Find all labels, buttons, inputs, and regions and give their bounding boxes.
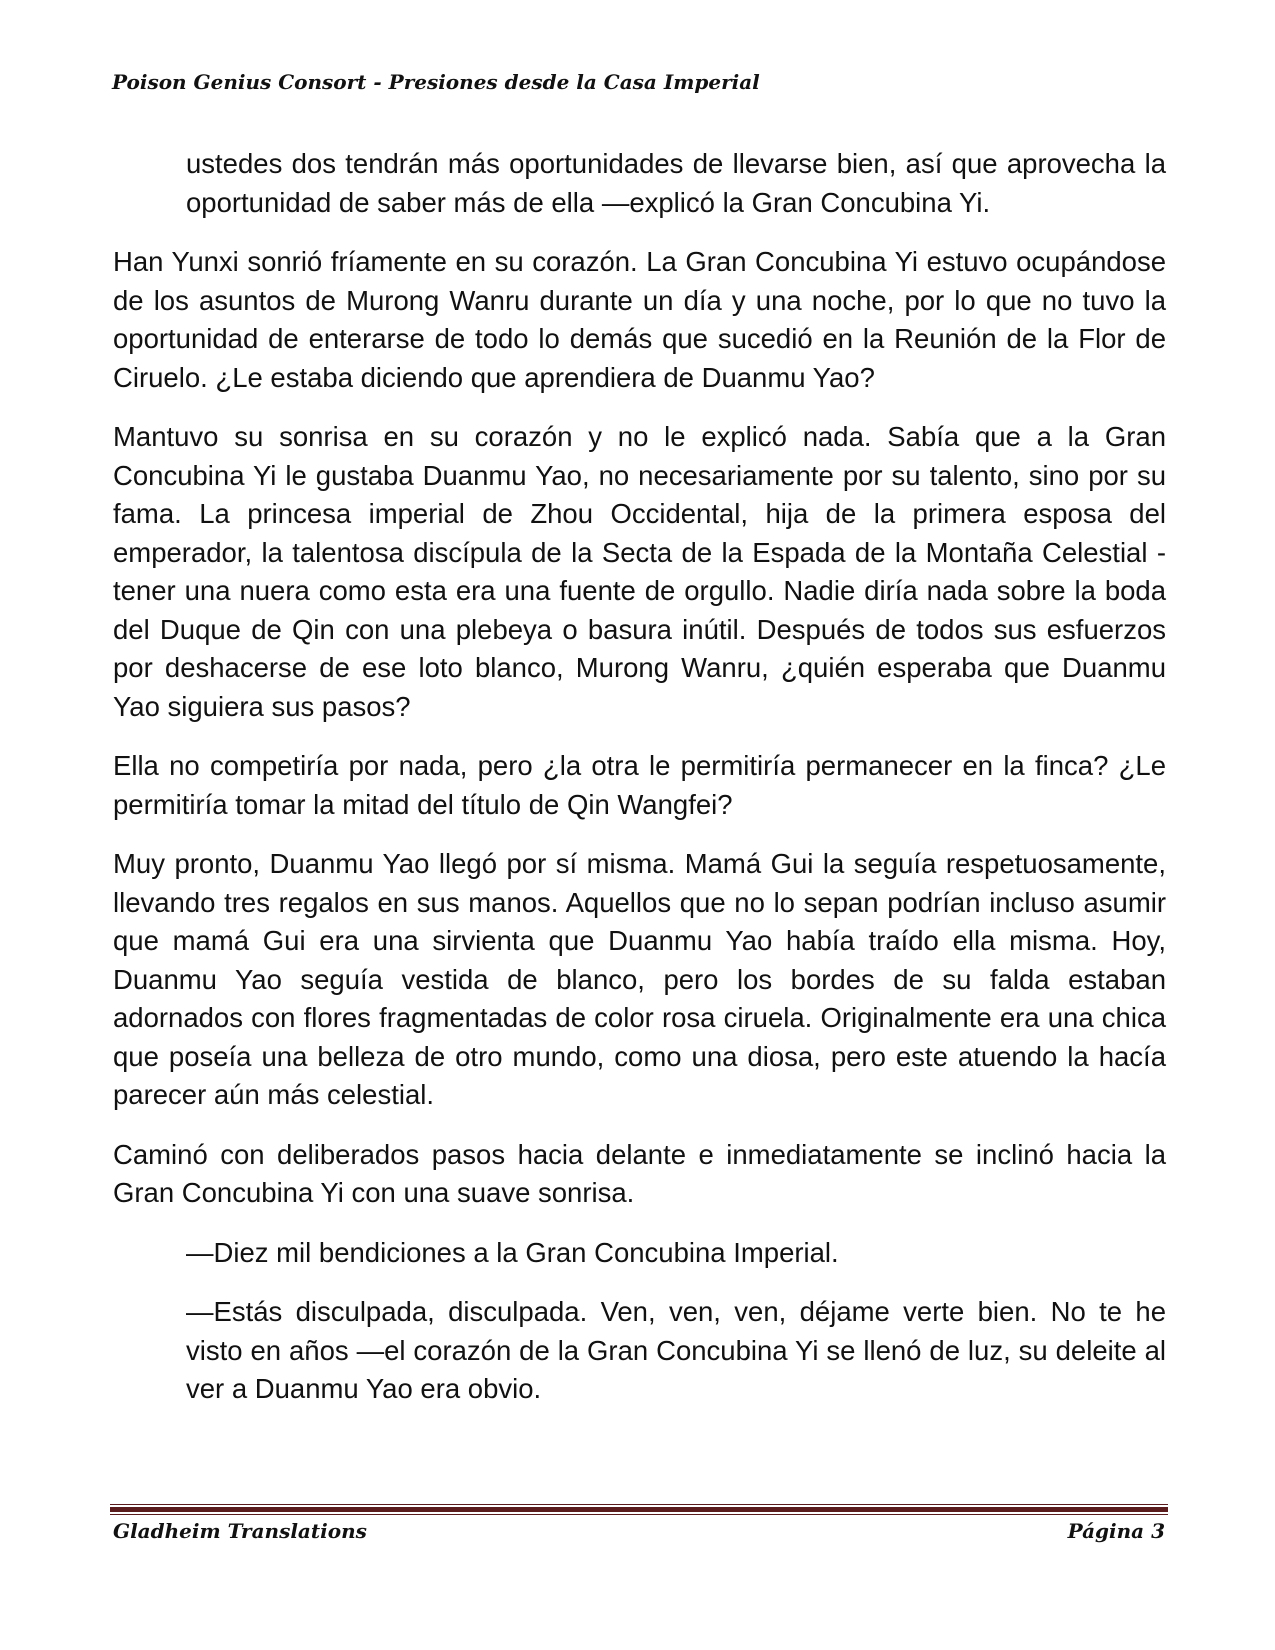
footer-divider-thin [110, 1504, 1168, 1505]
footer-page-number: Página 3 [1067, 1519, 1165, 1543]
footer-divider-thin-lower [110, 1514, 1168, 1515]
footer-divider-thick [110, 1507, 1168, 1512]
document-body [113, 145, 1166, 1430]
paragraph: Ella no competiría por nada, pero ¿la otra le permitiría permanecer en la finca? ¿Le permitiría tomar la mitad del título de Qin Wangfei? [113, 750, 1166, 820]
paragraph: Mantuvo su sonrisa en su corazón y no le explicó nada. Sabía que a la Gran Concubina Yi le gustaba Duanmu Yao, no necesariamente por su talento, sino por su fama. La princesa imperial de Zhou Occidental, hija de la primera esposa del emperador, la talentosa discípula de la Secta de la Espada de la Montaña Celestial - tener una nuera como esta era una fuente de orgullo. Nadie diría nada sobre la boda del Duque de Qin con una plebeya o basura inútil. Después de todos sus esfuerzos por deshacerse de ese loto blanco, Murong Wanru, ¿quién esperaba que Duanmu Yao siguiera sus pasos? [113, 421, 1166, 722]
paragraph-continuation: ustedes dos tendrán más oportunidades de llevarse bien, así que aprovecha la oportunidad de saber más de ella —explicó la Gran Concubina Yi. [186, 148, 1166, 218]
paragraph: Caminó con deliberados pasos hacia delante e inmediatamente se inclinó hacia la Gran Concubina Yi con una suave sonrisa. [113, 1138, 1166, 1208]
paragraph: Muy pronto, Duanmu Yao llegó por sí misma. Mamá Gui la seguía respetuosamente, llevando tres regalos en sus manos. Aquellos que no lo sepan podrían incluso asumir que mamá Gui era una sirvienta que Duanmu Yao había traído ella misma. Hoy, Duanmu Yao seguía vestida de blanco, pero los bordes de su falda estaban adornados con flores fragmentadas de color rosa ciruela. Originalmente era una chica que poseía una belleza de otro mundo, como una diosa, pero este atuendo la hacía parecer aún más celestial. [113, 848, 1166, 1110]
paragraph: Han Yunxi sonrió fríamente en su corazón. La Gran Concubina Yi estuvo ocupándose de los asuntos de Murong Wanru durante un día y una noche, por lo que no tuvo la oportunidad de enterarse de todo lo demás que sucedió en la Reunión de la Flor de Ciruelo. ¿Le estaba diciendo que aprendiera de Duanmu Yao? [113, 246, 1166, 393]
dialogue-line: —Diez mil bendiciones a la Gran Concubina Imperial. [186, 1236, 839, 1268]
footer-translator-name: Gladheim Translations [113, 1519, 367, 1543]
page-header-title: Poison Genius Consort - Presiones desde la Casa Imperial [112, 70, 760, 94]
dialogue-line: —Estás disculpada, disculpada. Ven, ven, ven, déjame verte bien. No te he visto en años —el corazón de la Gran Concubina Yi se llenó de luz, su deleite al ver a Duanmu Yao era obvio. [186, 1296, 1166, 1404]
